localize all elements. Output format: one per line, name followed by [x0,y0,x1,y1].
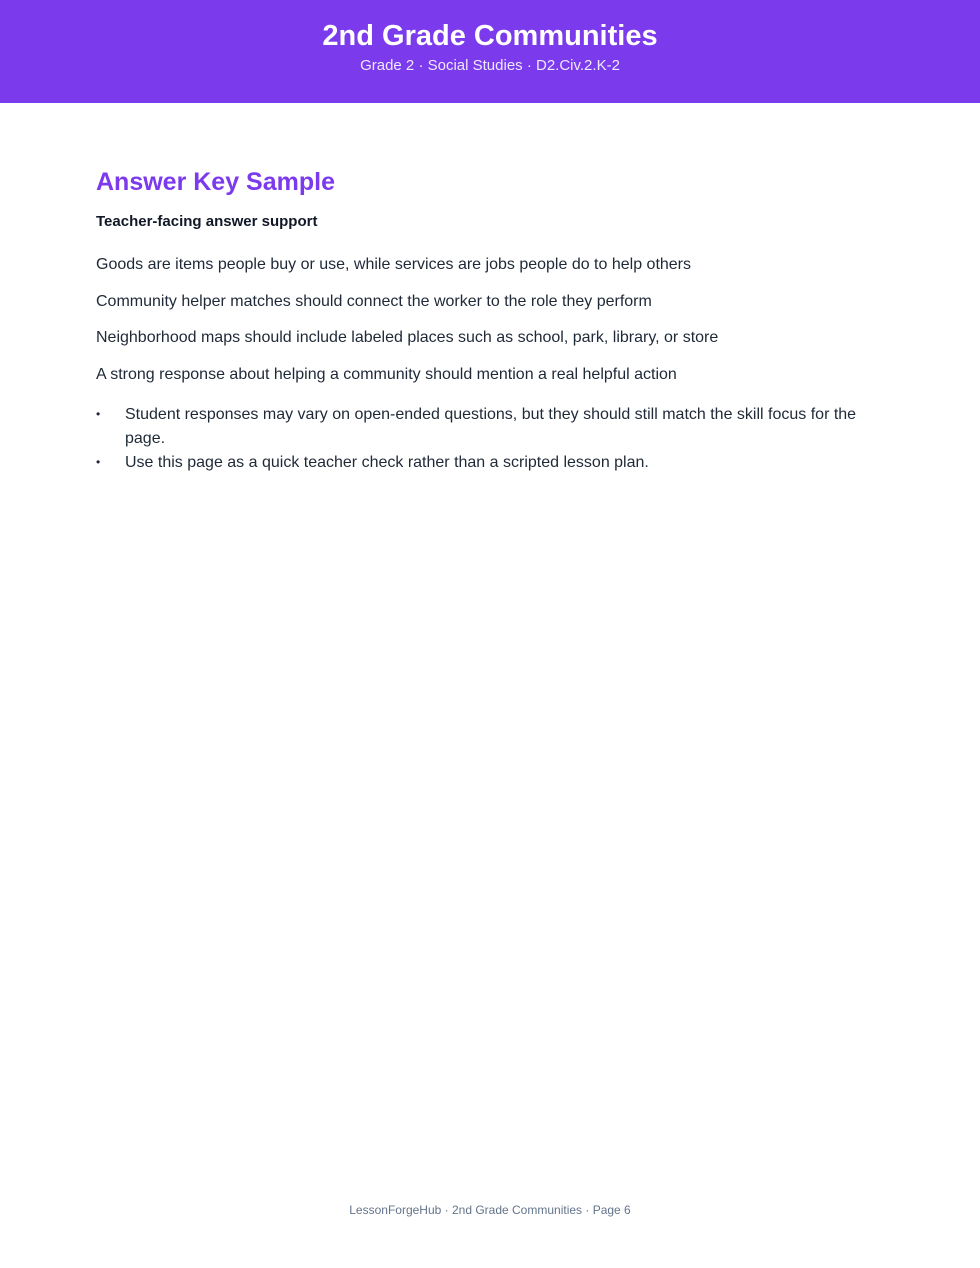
answer-key-section [96,166,886,475]
answer-item: Neighborhood maps should include labeled places such as school, park, library, or store [96,329,719,347]
note-text: Student responses may vary on open-ended questions, but they should still match the skill focus for the page. [125,405,857,447]
answer-item: Community helper matches should connect the worker to the role they perform [96,292,652,310]
page-header [0,0,980,103]
teacher-notes-list [96,403,886,475]
answer-list [96,255,886,385]
note-item [96,403,886,451]
bullet-icon: • [96,406,101,421]
page-footer: LessonForgeHub · 2nd Grade Communities · Page 6 [349,1203,631,1217]
bullet-icon: • [96,454,101,469]
answer-item: Goods are items people buy or use, while services are jobs people do to help others [96,256,692,273]
section-subtitle: Teacher-facing answer support [96,213,318,230]
answer-item: A strong response about helping a community should mention a real helpful action [96,365,677,383]
note-text: Use this page as a quick teacher check rather than a scripted lesson plan. [125,453,649,471]
header-subtitle: Grade 2 · Social Studies · D2.Civ.2.K-2 [360,57,620,74]
note-item [96,451,886,475]
header-title: 2nd Grade Communities [322,20,658,52]
section-title: Answer Key Sample [96,168,335,196]
